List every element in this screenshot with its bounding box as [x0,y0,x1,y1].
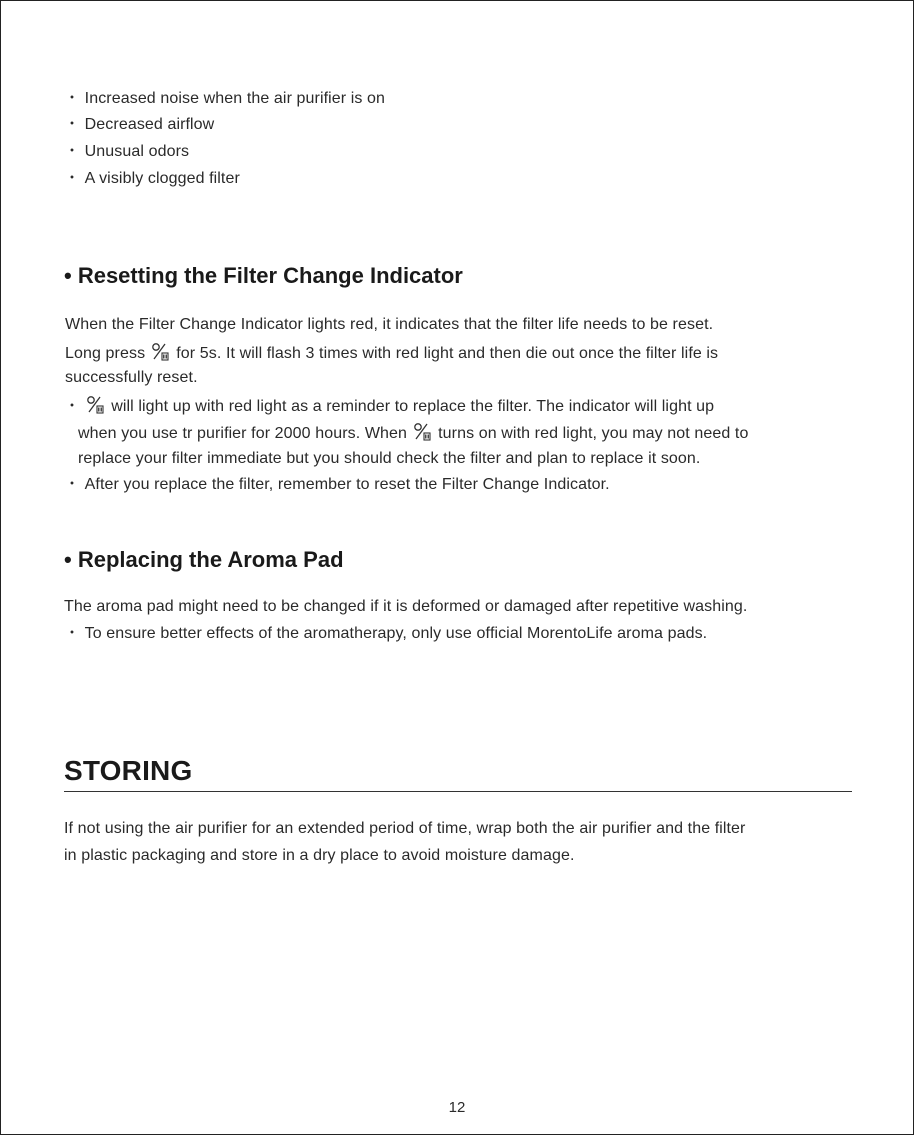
symptom-item: ・ A visibly clogged ﬁlter [64,170,240,187]
bullet-dot: ・ [64,398,81,415]
symptom-item: ・ Unusual odors [64,143,190,160]
reset-bullet-text: when you use tr puriﬁer for 2000 hours. When [78,425,408,442]
aroma-bullet: ・ To ensure better effects of the aromatherapy, only use ofﬁcial MorentoLife aroma pads. [64,625,708,642]
aroma-pad-heading: • Replacing the Aroma Pad [64,547,344,572]
filter-change-icon [85,395,107,415]
reset-indicator-heading: • Resetting the Filter Change Indicator [64,263,463,288]
reset-paragraph-text: Long press [65,345,146,362]
reset-bullet-text: turns on with red light, you may not need to [438,425,749,442]
reset-bullet-line: ・ After you replace the ﬁlter, remember to reset the Filter Change Indicator. [64,476,610,493]
reset-paragraph-line: When the Filter Change Indicator lights red, it indicates that the ﬁlter life needs to be reset. [65,316,714,333]
filter-change-icon [150,342,172,362]
aroma-paragraph: The aroma pad might need to be changed if it is deformed or damaged after repetitive washing. [64,598,748,615]
reset-bullet-line [78,422,748,444]
page-number: 12 [448,1099,466,1116]
storing-paragraph-line: in plastic packaging and store in a dry place to avoid moisture damage. [64,847,575,864]
storing-paragraph-line: If not using the air puriﬁer for an extended period of time, wrap both the air puriﬁer and the ﬁlter [64,820,746,837]
reset-paragraph-line [65,342,718,364]
reset-bullet-line: replace your ﬁlter immediate but you should check the ﬁlter and plan to replace it soon. [78,450,701,467]
reset-paragraph-text: for 5s. It will ﬂash 3 times with red light and then die out once the ﬁlter life is [176,345,719,362]
reset-paragraph-line: successfully reset. [65,369,198,386]
reset-bullet-line [64,395,714,417]
symptom-item: ・ Decreased airﬂow [64,116,215,133]
section-divider [64,791,852,792]
reset-bullet-text: will light up with red light as a reminder to replace the ﬁlter. The indicator will light up [111,398,715,415]
symptom-item: ・ Increased noise when the air puriﬁer is on [64,90,386,107]
storing-heading: STORING [64,755,193,786]
filter-change-icon [412,422,434,442]
